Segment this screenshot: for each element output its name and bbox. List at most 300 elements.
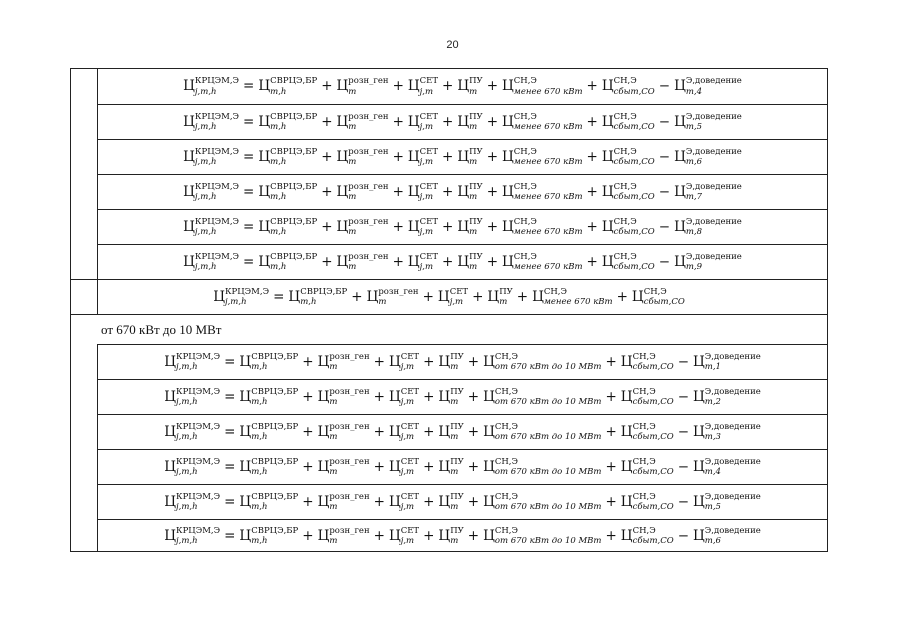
plus-sign: + [467, 388, 480, 405]
superscript: ПУ [450, 386, 464, 397]
term-t5-less [502, 76, 583, 97]
superscript: розн_ген [348, 181, 389, 192]
plus-sign: + [516, 288, 529, 305]
price-symbol: Ц [183, 148, 195, 165]
subscript: j,m [400, 432, 415, 442]
term-t1 [258, 181, 318, 202]
price-symbol: Ц [258, 148, 271, 165]
term-t1 [258, 111, 318, 132]
price-symbol: Ц [164, 353, 176, 370]
plus-sign: + [302, 527, 314, 544]
superscript: СН,Э [632, 456, 656, 467]
superscript: СН,Э [632, 421, 656, 432]
minus-sign: − [677, 527, 689, 544]
subscript: m [348, 192, 357, 202]
plus-sign: + [586, 148, 598, 165]
subscript: от 670 кВт до 10 МВт [494, 432, 602, 442]
price-symbol: Ц [239, 423, 252, 440]
price-symbol: Ц [407, 148, 420, 165]
subscript: от 670 кВт до 10 МВт [494, 397, 602, 407]
price-symbol: Ц [457, 183, 470, 200]
term-t3 [388, 491, 420, 512]
price-symbol: Ц [164, 423, 176, 440]
subscript: j,m [400, 536, 415, 546]
plus-sign: + [486, 148, 499, 165]
term-t1 [239, 421, 299, 442]
superscript: СВРЦЭ,БР [251, 456, 299, 467]
term-t1 [239, 491, 299, 512]
subscript: сбыт,СО [613, 157, 655, 167]
superscript: СВРЦЭ,БР [270, 111, 318, 122]
subscript: m,8 [685, 227, 703, 237]
plus-sign: + [302, 388, 314, 405]
price-symbol: Ц [502, 253, 514, 270]
superscript: СН,Э [613, 181, 637, 192]
price-symbol: Ц [674, 113, 686, 130]
plus-sign: + [467, 458, 480, 475]
price-symbol: Ц [502, 183, 514, 200]
superscript: СВРЦЭ,БР [270, 181, 318, 192]
term-t5-less [502, 111, 583, 132]
plus-sign: + [321, 218, 333, 235]
price-symbol: Ц [674, 183, 686, 200]
price-symbol: Ц [483, 458, 495, 475]
superscript: СН,Э [494, 421, 518, 432]
subscript: m [348, 227, 357, 237]
price-symbol: Ц [693, 527, 705, 544]
superscript: Э,доведение [704, 351, 761, 362]
superscript: Э,доведение [685, 146, 742, 157]
term-t1 [288, 286, 348, 307]
plus-sign: + [302, 423, 314, 440]
subscript: менее 670 кВт [513, 86, 583, 97]
term-delivery [693, 491, 761, 512]
superscript: Э,доведение [685, 181, 742, 192]
price-symbol: Ц [407, 183, 420, 200]
superscript: СВРЦЭ,БР [300, 286, 348, 297]
subscript: j,m,h [194, 192, 217, 202]
table-row [71, 279, 827, 314]
term-t5-range [483, 351, 602, 372]
superscript: КРЦЭМ,Э [175, 351, 221, 362]
superscript: СН,Э [613, 251, 637, 262]
plus-sign: + [442, 78, 454, 94]
term-t3 [407, 76, 439, 97]
superscript: СН,Э [513, 181, 537, 192]
price-symbol: Ц [693, 388, 705, 405]
subscript: от 670 кВт до 10 МВт [494, 362, 602, 372]
superscript: СН,Э [494, 491, 518, 502]
price-symbol: Ц [317, 493, 330, 510]
term-lhs [164, 421, 221, 442]
superscript: СЕТ [400, 525, 420, 536]
plus-sign: + [321, 113, 333, 130]
subscript: m [469, 122, 478, 132]
subscript: m,h [251, 397, 268, 407]
subscript: менее 670 кВт [543, 297, 613, 307]
term-t5-less [532, 286, 613, 307]
formula [213, 286, 685, 307]
equals-sign: = [273, 288, 285, 305]
subscript: сбыт,СО [632, 397, 674, 407]
plus-sign: + [486, 113, 499, 130]
superscript: Э,доведение [704, 456, 761, 467]
term-t2 [317, 351, 370, 372]
superscript: СН,Э [494, 386, 518, 397]
superscript: СН,Э [494, 525, 518, 536]
term-t4 [438, 491, 464, 512]
subscript: сбыт,СО [632, 467, 674, 477]
table-row [98, 344, 827, 379]
plus-sign: + [586, 113, 598, 130]
superscript: СН,Э [613, 76, 637, 86]
table-row [98, 209, 827, 244]
term-t2 [317, 491, 370, 512]
subscript: сбыт,СО [613, 122, 655, 132]
formula [183, 251, 742, 272]
subscript: сбыт,СО [643, 297, 685, 307]
price-symbol: Ц [693, 353, 705, 370]
term-t3 [407, 216, 439, 237]
superscript: СН,Э [632, 491, 656, 502]
term-t2 [336, 146, 389, 167]
subscript: менее 670 кВт [513, 192, 583, 202]
subscript: m,5 [704, 502, 721, 512]
price-symbol: Ц [502, 218, 514, 235]
term-t5-range [483, 491, 602, 512]
subscript: сбыт,СО [632, 536, 674, 546]
term-t4 [438, 386, 464, 407]
formula-table [70, 68, 828, 552]
subscript: m [329, 432, 338, 442]
term-lhs [164, 456, 221, 477]
term-t4 [457, 146, 483, 167]
price-symbol: Ц [620, 423, 633, 440]
subscript: m,h [300, 297, 317, 307]
equals-sign: = [243, 148, 255, 165]
term-lhs [164, 351, 221, 372]
price-symbol: Ц [336, 183, 349, 200]
term-t4 [457, 181, 483, 202]
subscript: m,1 [704, 362, 721, 372]
subscript: сбыт,СО [613, 262, 655, 272]
term-t1 [239, 351, 299, 372]
subscript: m,h [270, 262, 287, 272]
plus-sign: + [373, 388, 385, 405]
plus-sign: + [423, 527, 435, 544]
subscript: j,m,h [194, 157, 217, 167]
superscript: Э,доведение [685, 76, 742, 86]
plus-sign: + [467, 353, 480, 370]
plus-sign: + [605, 527, 617, 544]
plus-sign: + [605, 353, 617, 370]
subscript: сбыт,СО [632, 432, 674, 442]
term-t5-range [483, 525, 602, 546]
plus-sign: + [486, 78, 499, 94]
subscript: j,m [419, 86, 434, 97]
term-t5-less [502, 216, 583, 237]
subscript: m,6 [704, 536, 721, 546]
superscript: Э,доведение [685, 251, 742, 262]
minus-sign: − [677, 388, 689, 405]
superscript: ПУ [450, 491, 464, 502]
term-t2 [336, 216, 389, 237]
subscript: менее 670 кВт [513, 262, 583, 272]
superscript: СЕТ [419, 216, 439, 227]
price-symbol: Ц [239, 458, 252, 475]
subscript: m,2 [704, 397, 721, 407]
term-t4 [457, 251, 483, 272]
minus-sign: − [677, 353, 689, 370]
price-symbol: Ц [407, 113, 420, 130]
superscript: Э,доведение [704, 491, 761, 502]
term-t3 [407, 111, 439, 132]
price-symbol: Ц [407, 253, 420, 270]
subscript: m [450, 397, 459, 407]
term-t6 [631, 286, 685, 307]
plus-sign: + [423, 493, 435, 510]
superscript: Э,доведение [685, 111, 742, 122]
superscript: розн_ген [329, 491, 370, 502]
price-symbol: Ц [532, 288, 544, 305]
subscript: j,m,h [175, 536, 198, 546]
price-symbol: Ц [631, 288, 644, 305]
equals-sign: = [224, 353, 236, 370]
superscript: розн_ген [329, 456, 370, 467]
price-symbol: Ц [483, 388, 495, 405]
term-lhs [183, 146, 240, 167]
price-symbol: Ц [601, 78, 614, 94]
term-t2 [317, 421, 370, 442]
superscript: розн_ген [348, 76, 389, 86]
superscript: КРЦЭМ,Э [224, 286, 270, 297]
table-row [98, 449, 827, 484]
term-t3 [388, 386, 420, 407]
plus-sign: + [486, 218, 499, 235]
subscript: m [329, 502, 338, 512]
term-t1 [258, 146, 318, 167]
price-symbol: Ц [438, 388, 451, 405]
superscript: СВРЦЭ,БР [270, 216, 318, 227]
term-t3 [388, 456, 420, 477]
price-symbol: Ц [183, 113, 195, 130]
page-number: 20 [446, 39, 459, 51]
subscript: сбыт,СО [632, 502, 674, 512]
term-t2 [336, 76, 389, 97]
plus-sign: + [373, 353, 385, 370]
subscript: j,m [400, 362, 415, 372]
superscript: СН,Э [513, 251, 537, 262]
superscript: КРЦЭМ,Э [194, 251, 240, 262]
superscript: Э,доведение [704, 421, 761, 432]
term-delivery [674, 111, 742, 132]
price-symbol: Ц [258, 218, 271, 235]
price-symbol: Ц [620, 388, 633, 405]
price-symbol: Ц [487, 288, 500, 305]
term-t1 [258, 76, 318, 97]
price-symbol: Ц [258, 253, 271, 270]
term-t2 [317, 386, 370, 407]
subscript: j,m [400, 502, 415, 512]
price-symbol: Ц [336, 218, 349, 235]
superscript: СЕТ [419, 146, 439, 157]
subscript: j,m,h [194, 262, 217, 272]
formula [164, 456, 761, 477]
price-symbol: Ц [164, 493, 176, 510]
plus-sign: + [586, 183, 598, 200]
price-symbol: Ц [693, 493, 705, 510]
subscript: m,h [251, 432, 268, 442]
term-lhs [213, 286, 270, 307]
term-delivery [674, 76, 742, 97]
term-t3 [388, 421, 420, 442]
formula [183, 216, 742, 237]
superscript: КРЦЭМ,Э [194, 216, 240, 227]
price-symbol: Ц [183, 218, 195, 235]
equals-sign: = [224, 527, 236, 544]
term-t1 [239, 456, 299, 477]
price-symbol: Ц [183, 78, 195, 94]
term-t6 [620, 386, 674, 407]
term-lhs [164, 491, 221, 512]
subscript: m,h [270, 227, 287, 237]
price-symbol: Ц [388, 388, 401, 405]
table-row [98, 379, 827, 414]
subscript: сбыт,СО [632, 362, 674, 372]
subscript: m,h [251, 467, 268, 477]
superscript: СН,Э [513, 216, 537, 227]
price-symbol: Ц [437, 288, 450, 305]
price-symbol: Ц [388, 458, 401, 475]
term-delivery [693, 456, 761, 477]
superscript: ПУ [469, 146, 483, 157]
plus-sign: + [442, 113, 454, 130]
term-t3 [388, 351, 420, 372]
term-t1 [239, 386, 299, 407]
price-symbol: Ц [239, 493, 252, 510]
term-t4 [438, 525, 464, 546]
subscript: j,m [400, 397, 415, 407]
minus-sign: − [658, 218, 671, 235]
term-delivery [693, 421, 761, 442]
subscript: m [469, 262, 478, 272]
price-symbol: Ц [438, 493, 451, 510]
table-row [98, 519, 827, 552]
superscript: ПУ [450, 525, 464, 536]
price-symbol: Ц [336, 113, 349, 130]
minus-sign: − [658, 113, 671, 130]
plus-sign: + [321, 183, 333, 200]
formula [164, 351, 761, 372]
superscript: КРЦЭМ,Э [194, 181, 240, 192]
price-symbol: Ц [164, 388, 176, 405]
subscript: j,m [419, 157, 434, 167]
price-symbol: Ц [388, 353, 401, 370]
plus-sign: + [616, 288, 628, 305]
term-t2 [317, 456, 370, 477]
price-symbol: Ц [601, 148, 614, 165]
superscript: розн_ген [329, 351, 370, 362]
superscript: СЕТ [400, 456, 420, 467]
price-symbol: Ц [183, 183, 195, 200]
superscript: ПУ [469, 216, 483, 227]
price-symbol: Ц [164, 458, 176, 475]
table-row [98, 104, 827, 139]
plus-sign: + [605, 388, 617, 405]
superscript: СН,Э [613, 146, 637, 157]
plus-sign: + [423, 353, 435, 370]
superscript: КРЦЭМ,Э [194, 76, 240, 86]
plus-sign: + [392, 78, 404, 94]
term-t5-less [502, 146, 583, 167]
equals-sign: = [243, 218, 255, 235]
superscript: розн_ген [329, 421, 370, 432]
superscript: СЕТ [419, 181, 439, 192]
plus-sign: + [442, 253, 454, 270]
plus-sign: + [423, 388, 435, 405]
price-symbol: Ц [457, 148, 470, 165]
price-symbol: Ц [317, 423, 330, 440]
superscript: розн_ген [329, 386, 370, 397]
subscript: m [469, 86, 478, 97]
subscript: менее 670 кВт [513, 227, 583, 237]
term-t4 [438, 421, 464, 442]
subscript: m,4 [685, 86, 703, 97]
equals-sign: = [224, 458, 236, 475]
price-symbol: Ц [336, 78, 349, 94]
price-symbol: Ц [438, 458, 451, 475]
superscript: СН,Э [632, 525, 656, 536]
subscript: j,m,h [175, 502, 198, 512]
term-lhs [183, 251, 240, 272]
plus-sign: + [321, 78, 333, 94]
term-t6 [601, 76, 655, 97]
subscript: j,m [400, 467, 415, 477]
price-symbol: Ц [407, 78, 420, 94]
minus-sign: − [658, 183, 671, 200]
price-symbol: Ц [336, 148, 349, 165]
price-symbol: Ц [693, 458, 705, 475]
subscript: m [450, 536, 459, 546]
subscript: m [450, 502, 459, 512]
subscript: m,4 [704, 467, 721, 477]
price-symbol: Ц [502, 113, 514, 130]
minus-sign: − [677, 423, 689, 440]
superscript: СН,Э [513, 146, 537, 157]
formula [183, 111, 742, 132]
superscript: СН,Э [494, 351, 518, 362]
subscript: m,h [251, 362, 268, 372]
subscript: m [378, 297, 387, 307]
term-t6 [601, 146, 655, 167]
price-symbol: Ц [502, 148, 514, 165]
term-t5-less [502, 181, 583, 202]
superscript: ПУ [469, 251, 483, 262]
subscript: j,m [419, 227, 434, 237]
term-lhs [183, 76, 240, 97]
minus-sign: − [677, 458, 689, 475]
plus-sign: + [321, 148, 333, 165]
subscript: m [348, 157, 357, 167]
superscript: СВРЦЭ,БР [251, 491, 299, 502]
formula [183, 181, 742, 202]
superscript: ПУ [469, 76, 483, 86]
superscript: ПУ [499, 286, 513, 297]
price-symbol: Ц [258, 183, 271, 200]
superscript: СВРЦЭ,БР [270, 76, 318, 86]
term-t3 [407, 146, 439, 167]
subscript: m [499, 297, 508, 307]
